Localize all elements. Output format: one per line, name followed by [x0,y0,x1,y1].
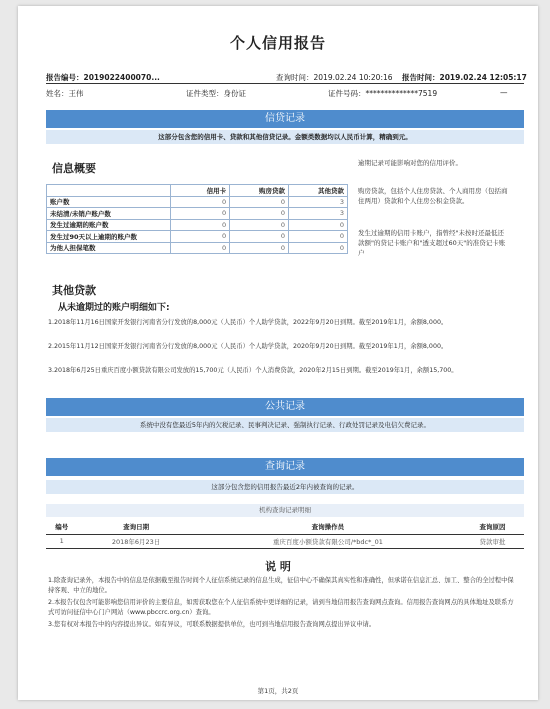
overview-title: 信息概要 [52,162,96,175]
credit-record-band: 信贷记录 [46,110,524,128]
side-note: 逾期记录可能影响对您的信用评价。 [358,159,462,167]
col-credit-card: 信用卡 [171,185,230,197]
id-type: 证件类型：身份证 [186,89,246,98]
table-row: 账户数 0 0 3 [47,196,348,208]
query-record-band: 查询记录 [46,458,524,476]
explain-item: 3.您有权对本报告中的内容提出异议。如有异议，可联系数据提供单位，也可到当地信用报告查询网点提出异议申请。 [48,621,376,628]
table-row: 1 2018年6月23日 重庆百度小额贷款有限公司/*bdc*_01 贷款审批 [46,534,524,548]
list-item: 3.2018年6月25日重庆百度小额贷款有限公司发放的15,700元（人民币）个人消费贷款，2020年2月15日到期。截至2019年1月，余额15,700。 [48,367,458,374]
public-record-note: 系统中没有您最近5年内的欠税记录、民事判决记录、强制执行记录、行政处罚记录及电信欠费记录。 [46,418,524,432]
explain-item: 2.本报告仅包含可能影响您信用评价的主要信息，如需获取您在个人征信系统中更详细的记录，请到当地信用报告查询网点查询。信用报告查询网点的具体地址及联系方式可访问征信中心门户网站（www.pbccrc.org.cn）查询。 [48,599,514,616]
other-loans-subtitle: 从未逾期过的账户明细如下: [58,303,170,313]
report-time: 报告时间：2019.02.24 12:05:17 [402,73,527,82]
credit-record-note: 这部分包含您的信用卡、贷款和其他信贷记录。金额类数据均以人民币计算，精确到元。 [46,130,524,144]
public-record-band: 公共记录 [46,398,524,416]
report-number: 报告编号：2019022400070... [46,73,160,82]
list-item: 2.2015年11月12日国家开发银行河南省分行发放的8,000元（人民币）个人助学贷款，2020年9月20日到期。截至2019年1月，余额8,000。 [48,343,448,350]
explain-item: 1.除查询记录外，本报告中的信息是依据截至报告时间个人征信系统记录的信息生成，征信中心不确保其真实性和准确性，但承诺在信息汇总、加工、整合的全过程中保持客观、中立的地位。 [48,577,514,594]
side-note: 发生过逾期的信用卡账户，指曾经"未按时还最低还款额"的贷记卡账户和"透支超过60天"的准贷记卡账户 [358,229,506,257]
query-subtitle: 机构查询记录明细 [46,504,524,517]
report-title: 个人信用报告 [229,34,326,52]
table-row: 发生过90天以上逾期的账户数 0 0 0 [47,231,348,243]
table-row: 未结清/未销户账户数 0 0 3 [47,208,348,220]
col-other-loan: 其他贷款 [289,185,348,197]
explain-title: 说 明 [265,560,291,573]
query-header-row: 编号 查询日期 查询操作员 查询原因 [46,520,524,534]
overview-header-row [47,185,348,197]
report-page [18,6,538,700]
overview-table [46,184,348,254]
table-row: 发生过逾期的账户数 0 0 0 [47,219,348,231]
list-item: 1.2018年11月16日国家开发银行河南省分行发放的8,000元（人民币）个人助学贷款，2022年9月20日到期。截至2019年1月，余额8,000。 [48,319,448,326]
table-row: 为他人担保笔数 0 0 0 [47,242,348,254]
page-number: 第1页，共2页 [257,687,299,695]
dash-mark: — [500,88,508,97]
query-time: 查询时间：2019.02.24 10:20:16 [276,73,393,82]
side-note: 购房贷款，包括个人住房贷款、个人商用房（包括商住两用）贷款和个人住房公积金贷款。 [358,187,508,205]
col-mortgage: 购房贷款 [230,185,289,197]
id-number: 证件号码：**************7519 [328,89,438,98]
other-loans-title: 其他贷款 [52,284,96,297]
person-name: 姓名：王伟 [46,89,84,98]
query-table [46,520,524,549]
query-record-note: 这部分包含您的信用报告最近2年内被查询的记录。 [46,480,524,494]
divider [46,83,524,84]
